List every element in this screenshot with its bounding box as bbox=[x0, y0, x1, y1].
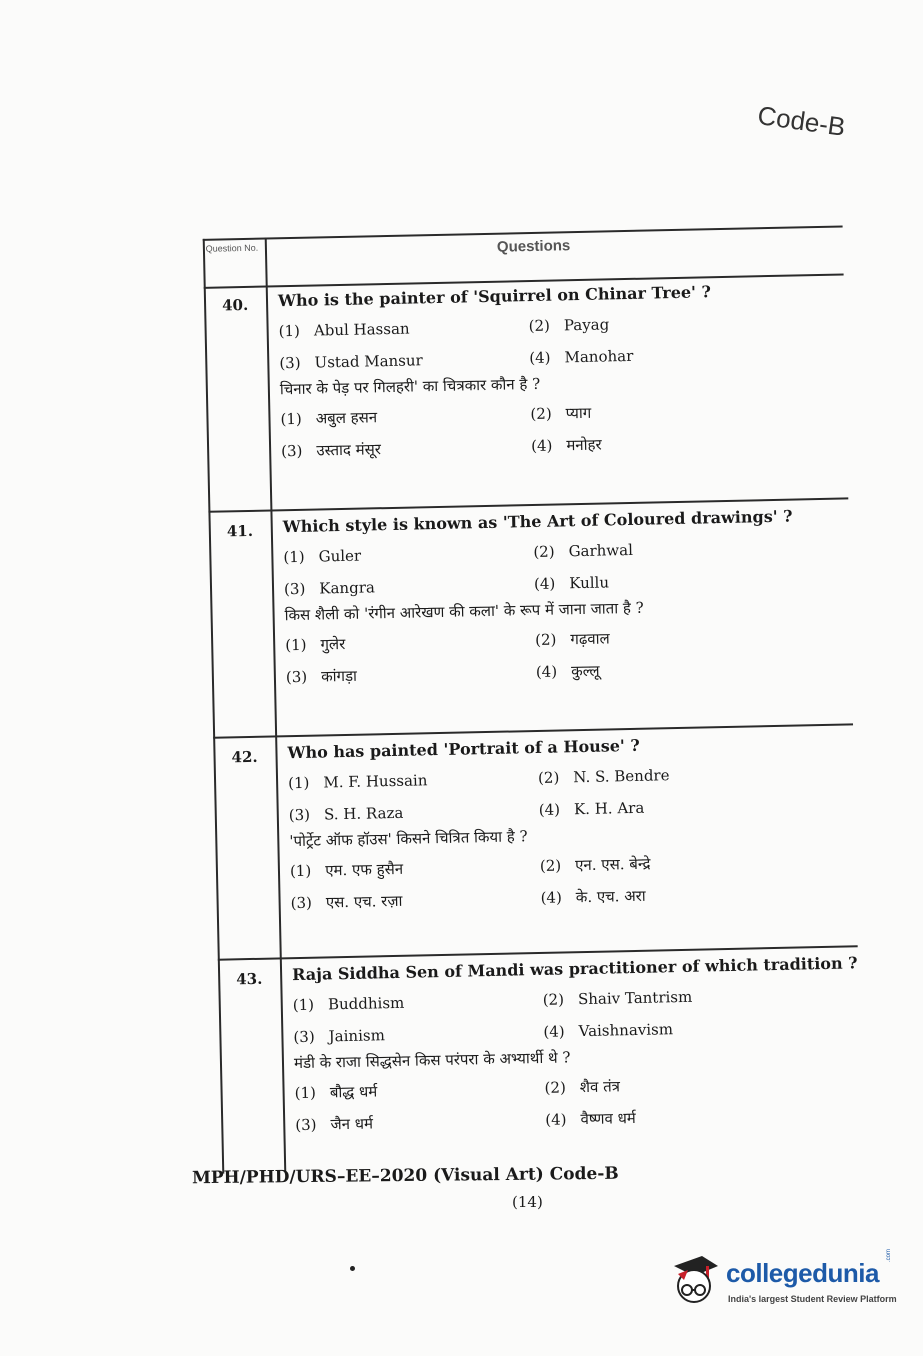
option: (2) शैव तंत्र bbox=[544, 1077, 621, 1097]
question-table bbox=[196, 191, 866, 1172]
logo-wordmark: collegedunia bbox=[726, 1258, 879, 1288]
option: (1) बौद्ध धर्म bbox=[294, 1082, 378, 1103]
logo-domain: .com bbox=[886, 1248, 892, 1262]
question-block bbox=[218, 945, 862, 1173]
option: (3) उस्ताद मंसूर bbox=[280, 440, 382, 461]
question-text-en: Which style is known as 'The Art of Coloured drawings' ? bbox=[282, 506, 793, 537]
page-number: (14) bbox=[512, 1193, 543, 1211]
options-en bbox=[293, 983, 854, 1047]
code-label: Code-B bbox=[755, 100, 848, 142]
option: (1) अबुल हसन bbox=[280, 408, 378, 429]
option: (4) Manohar bbox=[529, 346, 634, 368]
question-block bbox=[204, 271, 849, 512]
question-no-header: Question No. bbox=[205, 242, 259, 254]
option: (2) एन. एस. बेन्द्रे bbox=[539, 854, 651, 875]
option: (3) एस. एच. रज़ा bbox=[290, 891, 403, 913]
option: (1) Abul Hassan bbox=[278, 319, 410, 341]
option: (2) Garhwal bbox=[533, 540, 634, 562]
question-block bbox=[213, 723, 858, 960]
options-hi bbox=[290, 849, 851, 913]
questions-header: Questions bbox=[496, 237, 571, 256]
option: (1) एम. एफ हुसैन bbox=[289, 859, 404, 881]
speck bbox=[350, 1266, 355, 1271]
option: (4) मनोहर bbox=[530, 435, 602, 456]
options-en bbox=[288, 761, 849, 825]
option: (3) S. H. Raza bbox=[288, 803, 404, 825]
options-hi bbox=[280, 398, 841, 462]
question-number: 40. bbox=[221, 295, 249, 315]
question-number: 42. bbox=[231, 747, 258, 767]
option: (2) N. S. Bendre bbox=[537, 766, 670, 787]
options-hi bbox=[294, 1071, 855, 1135]
option: (1) M. F. Hussain bbox=[287, 771, 428, 793]
question-text-en: Who has painted 'Portrait of a House' ? bbox=[287, 735, 640, 763]
option: (3) कांगड़ा bbox=[285, 666, 358, 687]
option: (4) के. एच. अरा bbox=[540, 886, 646, 907]
option: (1) गुलेर bbox=[285, 634, 346, 655]
collegedunia-logo bbox=[666, 1248, 897, 1312]
question-number: 41. bbox=[226, 521, 254, 541]
option: (4) K. H. Ara bbox=[538, 798, 645, 819]
option: (3) Kangra bbox=[283, 578, 376, 599]
option: (4) कुल्लू bbox=[535, 661, 600, 681]
question-text-en: Raja Siddha Sen of Mandi was practitioner of which tradition ? bbox=[291, 953, 858, 985]
option: (2) गढ़वाल bbox=[534, 629, 610, 649]
option: (4) Kullu bbox=[533, 573, 610, 594]
question-text-hi: किस शैली को 'रंगीन आरेखण की कला' के रूप में जाना जाता है ? bbox=[284, 598, 644, 625]
option: (1) Buddhism bbox=[292, 993, 405, 1015]
options-hi bbox=[285, 624, 846, 688]
option: (2) प्याग bbox=[530, 403, 592, 424]
page-footer: MPH/PHD/URS–EE–2020 (Visual Art) Code-B bbox=[191, 1163, 619, 1189]
option: (4) Vaishnavism bbox=[543, 1020, 674, 1041]
option: (4) वैष्णव धर्म bbox=[545, 1108, 636, 1129]
option: (3) Ustad Mansur bbox=[279, 351, 423, 373]
options-en bbox=[283, 536, 844, 600]
question-text-hi: चिनार के पेड़ पर गिलहरी' का चित्रकार कौन है ? bbox=[279, 374, 541, 399]
option: (1) Guler bbox=[283, 546, 362, 567]
question-text-hi: 'पोर्ट्रेट ऑफ हॉउस' किसने चित्रित किया है ? bbox=[289, 827, 528, 851]
option: (2) Shaiv Tantrism bbox=[542, 987, 693, 1009]
option: (3) जैन धर्म bbox=[295, 1114, 374, 1135]
graduate-mascot-icon bbox=[666, 1252, 722, 1308]
option: (2) Payag bbox=[528, 315, 610, 336]
question-text-en: Who is the painter of 'Squirrel on Chinar Tree' ? bbox=[277, 282, 712, 311]
options-en bbox=[278, 310, 839, 374]
logo-tagline: India's largest Student Review Platform bbox=[728, 1294, 897, 1304]
question-number: 43. bbox=[236, 969, 263, 989]
option: (3) Jainism bbox=[293, 1026, 386, 1047]
question-block bbox=[208, 497, 853, 738]
question-text-hi: मंडी के राजा सिद्धसेन किस परंपरा के अभ्यार्थी थे ? bbox=[293, 1048, 571, 1073]
